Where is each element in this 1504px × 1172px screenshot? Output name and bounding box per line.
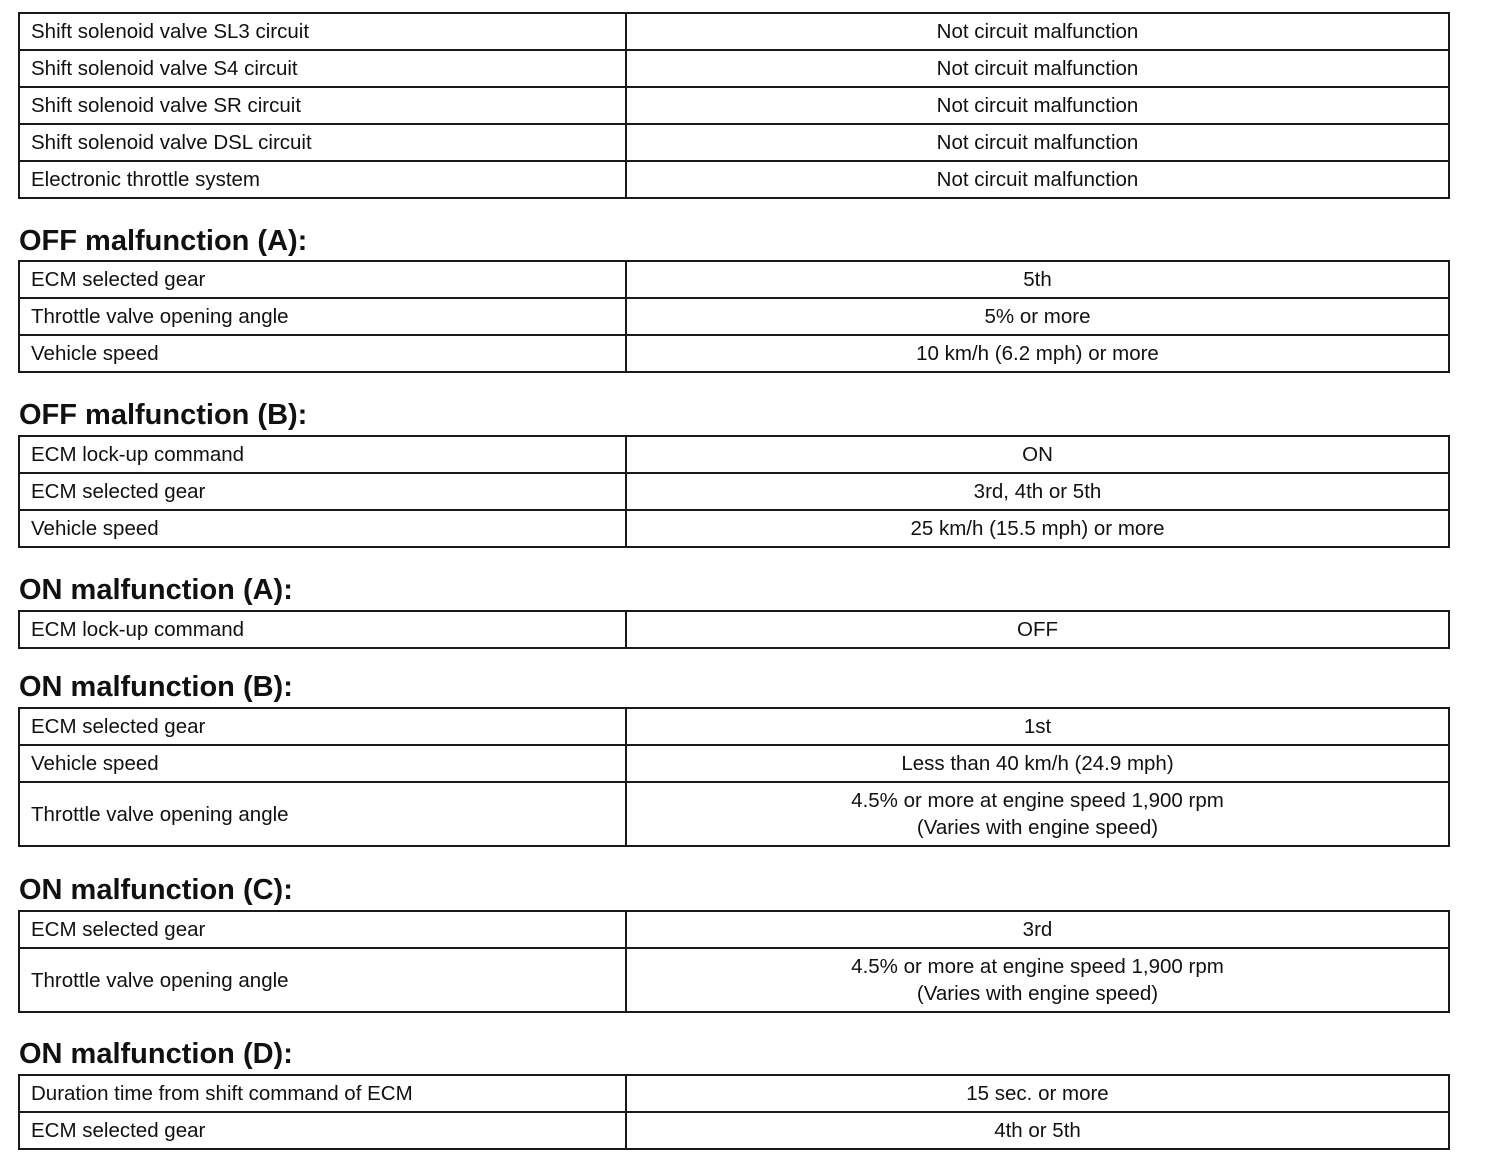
row-label: Throttle valve opening angle [19, 782, 626, 846]
section-heading-on-a: ON malfunction (A): [19, 574, 293, 606]
row-value: Less than 40 km/h (24.9 mph) [626, 745, 1449, 782]
row-value: OFF [626, 611, 1449, 648]
row-label: Vehicle speed [19, 510, 626, 547]
table-row [19, 261, 1449, 298]
row-value: 15 sec. or more [626, 1075, 1449, 1112]
row-value: Not circuit malfunction [626, 161, 1449, 198]
row-label: Shift solenoid valve S4 circuit [19, 50, 626, 87]
row-label: ECM selected gear [19, 473, 626, 510]
row-value [626, 782, 1449, 846]
table-row [19, 948, 1449, 1012]
table-row [19, 13, 1449, 50]
row-value: 4th or 5th [626, 1112, 1449, 1149]
row-value: 25 km/h (15.5 mph) or more [626, 510, 1449, 547]
on-malfunction-d-table [18, 1074, 1450, 1150]
row-label: Electronic throttle system [19, 161, 626, 198]
row-value-line: 4.5% or more at engine speed 1,900 rpm [851, 789, 1224, 812]
row-label: Throttle valve opening angle [19, 298, 626, 335]
table-row [19, 473, 1449, 510]
table-row [19, 745, 1449, 782]
table-row [19, 436, 1449, 473]
row-value-line: (Varies with engine speed) [916, 982, 1159, 1005]
section-heading-off-a: OFF malfunction (A): [19, 225, 308, 257]
off-malfunction-a-table [18, 260, 1450, 373]
section-heading-on-b: ON malfunction (B): [19, 671, 293, 703]
row-label: Shift solenoid valve DSL circuit [19, 124, 626, 161]
section-heading-on-d: ON malfunction (D): [19, 1038, 293, 1070]
circuit-status-table [18, 12, 1450, 199]
table-row [19, 1112, 1449, 1149]
row-value: 5% or more [626, 298, 1449, 335]
row-value: 3rd [626, 911, 1449, 948]
row-value: 10 km/h (6.2 mph) or more [626, 335, 1449, 372]
table-row [19, 298, 1449, 335]
row-label: Shift solenoid valve SR circuit [19, 87, 626, 124]
row-value: Not circuit malfunction [626, 124, 1449, 161]
table-row [19, 510, 1449, 547]
row-value: ON [626, 436, 1449, 473]
row-value-line: (Varies with engine speed) [916, 816, 1159, 839]
row-label: Vehicle speed [19, 745, 626, 782]
table-row [19, 335, 1449, 372]
row-value [626, 948, 1449, 1012]
row-label: ECM selected gear [19, 911, 626, 948]
table-row [19, 708, 1449, 745]
row-label: ECM lock-up command [19, 436, 626, 473]
table-row [19, 1075, 1449, 1112]
off-malfunction-b-table [18, 435, 1450, 548]
on-malfunction-b-table [18, 707, 1450, 847]
table-row [19, 87, 1449, 124]
table-row [19, 911, 1449, 948]
section-heading-on-c: ON malfunction (C): [19, 874, 293, 906]
table-row [19, 124, 1449, 161]
row-label: Vehicle speed [19, 335, 626, 372]
row-value: Not circuit malfunction [626, 50, 1449, 87]
row-label: Throttle valve opening angle [19, 948, 626, 1012]
on-malfunction-c-table [18, 910, 1450, 1013]
section-heading-off-b: OFF malfunction (B): [19, 399, 308, 431]
row-label: ECM selected gear [19, 1112, 626, 1149]
table-row [19, 782, 1449, 846]
row-label: Duration time from shift command of ECM [19, 1075, 626, 1112]
row-value: 3rd, 4th or 5th [626, 473, 1449, 510]
table-row [19, 50, 1449, 87]
row-value: Not circuit malfunction [626, 87, 1449, 124]
row-label: ECM selected gear [19, 261, 626, 298]
row-value: 5th [626, 261, 1449, 298]
row-label: Shift solenoid valve SL3 circuit [19, 13, 626, 50]
row-label: ECM selected gear [19, 708, 626, 745]
table-row [19, 161, 1449, 198]
row-value: Not circuit malfunction [626, 13, 1449, 50]
table-row [19, 611, 1449, 648]
row-value: 1st [626, 708, 1449, 745]
on-malfunction-a-table [18, 610, 1450, 649]
row-label: ECM lock-up command [19, 611, 626, 648]
row-value-line: 4.5% or more at engine speed 1,900 rpm [851, 955, 1224, 978]
